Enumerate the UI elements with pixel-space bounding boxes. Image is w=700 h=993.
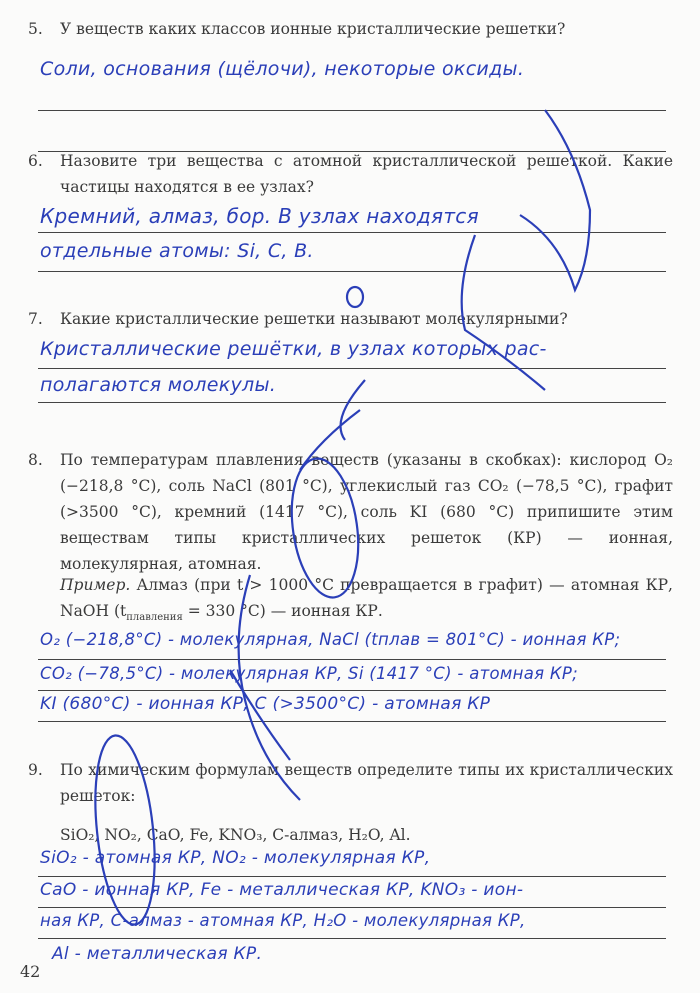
example-text-tail: = 330 °C) — ионная КР. [182, 602, 383, 620]
handwritten-answer: отдельные атомы: Si, C, B. [40, 240, 314, 262]
question-text: Какие кристаллические решетки называют молекулярными? [60, 310, 568, 328]
question-8-example [28, 572, 673, 631]
answer-line [38, 271, 666, 272]
handwritten-answer: Кристаллические решётки, в узлах которых рас- [40, 338, 547, 360]
handwritten-answer: полагаются молекулы. [40, 374, 277, 396]
question-text: По химическим формулам веществ определите типы их кристаллических решеток: [60, 761, 673, 805]
handwritten-answer: Соли, основания (щёлочи), некоторые оксиды. [40, 58, 525, 80]
example-label: Пример. [60, 576, 131, 594]
question-9-formulas [28, 822, 673, 848]
answer-line [38, 907, 666, 908]
question-number: 8. [28, 451, 43, 469]
answer-line [38, 721, 666, 722]
answer-line [38, 368, 666, 369]
handwritten-answer: KI (680°C) - ионная КР, C (>3500°C) - атомная КР [40, 694, 491, 714]
question-number: 7. [28, 310, 43, 328]
answer-line [38, 659, 666, 660]
handwritten-answer: CO₂ (−78,5°C) - молекулярная КР, Si (1417 °C) - атомная КР; [40, 664, 579, 683]
handwritten-answer: CaO - ионная КР, Fe - металлическая КР, KNO₃ - ион- [40, 880, 524, 900]
question-text: Назовите три вещества с атомной кристаллической решеткой. Какие частицы находятся в ее узлах? [60, 152, 673, 196]
question-6 [28, 148, 673, 200]
answer-line [38, 110, 666, 111]
page-number: 42 [20, 962, 41, 981]
question-7 [28, 306, 673, 332]
question-text: По температурам плавления веществ (указаны в скобках): кислород O₂ (−218,8 °C), соль NaCl (801 °C), углекислый газ CO₂ (−78,5 °C), графит (>3500 °C), кремний (1417 °C), соль KI (680 °C) припишите этим веществам типы кристаллических решеток (КР) — ионная, молекулярная, атомная. [60, 451, 673, 573]
handwritten-answer: SiO₂ - атомная КР, NO₂ - молекулярная КР, [40, 848, 431, 868]
question-number: 9. [28, 761, 43, 779]
question-8 [28, 447, 673, 577]
example-text: Алмаз (при t > 1000 °C превращается в графит) — атомная КР, NaOH (t [60, 576, 673, 620]
answer-line [38, 232, 666, 233]
handwritten-answer: Кремний, алмаз, бор. В узлах находятся [40, 204, 479, 228]
handwritten-answer: ная КР, C-алмаз - атомная КР, H₂O - молекулярная КР, [40, 911, 526, 930]
question-number: 6. [28, 152, 43, 170]
answer-line [38, 402, 666, 403]
question-text: У веществ каких классов ионные кристаллические решетки? [60, 20, 566, 38]
answer-line [38, 938, 666, 939]
question-9 [28, 757, 673, 809]
question-5 [28, 16, 673, 42]
answer-line [38, 876, 666, 877]
formula-list: SiO₂, NO₂, CaO, Fe, KNO₃, C-алмаз, H₂O, Al. [60, 826, 411, 844]
handwritten-answer: O₂ (−218,8°C) - молекулярная, NaCl (tплав = 801°C) - ионная КР; [40, 630, 621, 649]
question-number: 5. [28, 20, 43, 38]
answer-line [38, 690, 666, 691]
handwritten-answer: Al - металлическая КР. [52, 944, 263, 964]
example-subscript: плавления [126, 612, 183, 624]
